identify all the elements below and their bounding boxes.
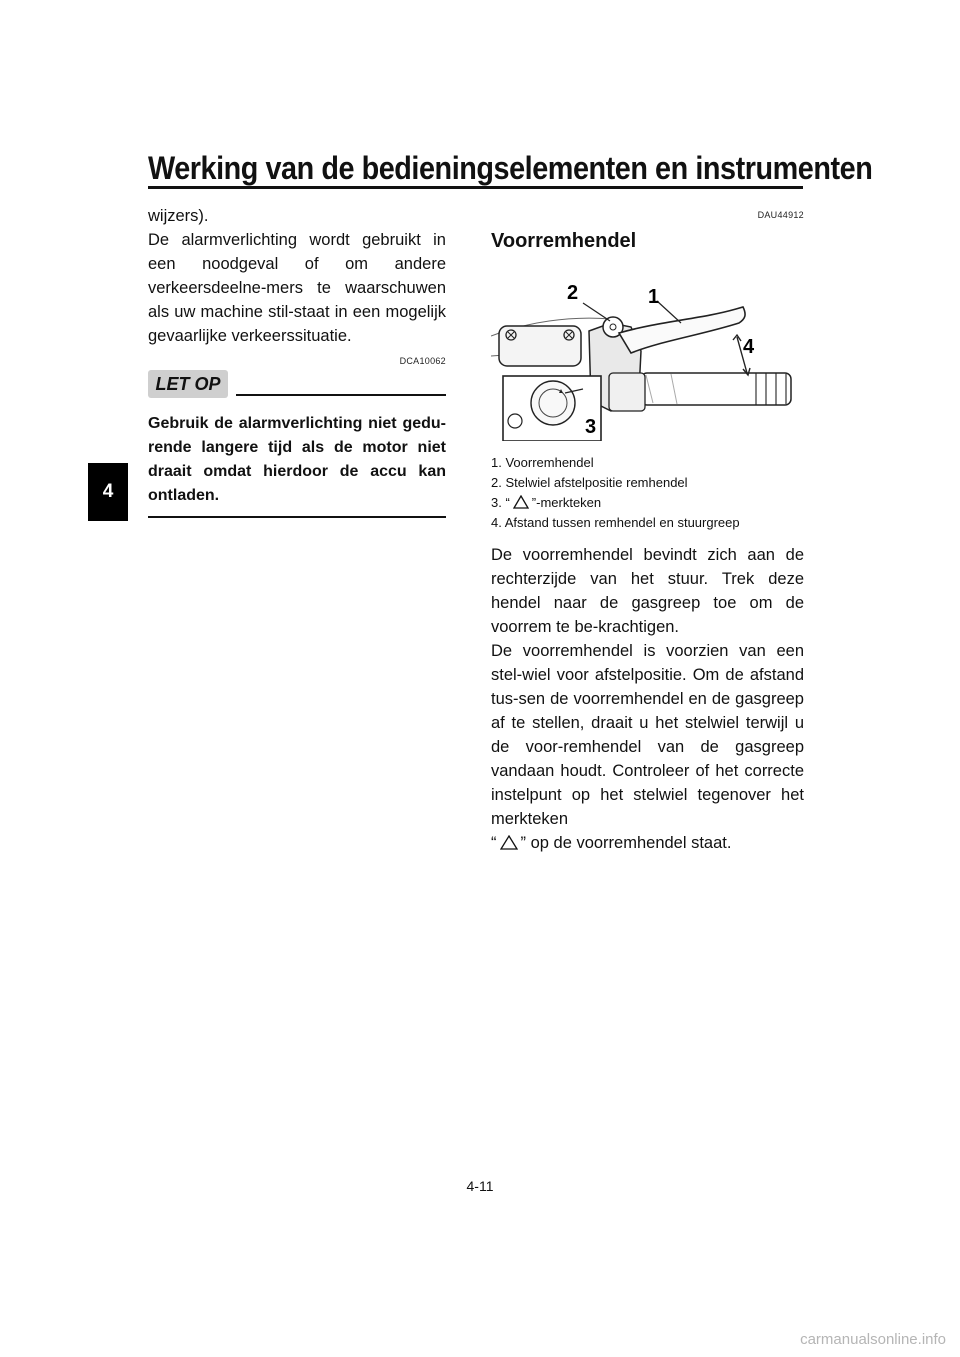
caption-3-suffix: ”-merkteken xyxy=(531,495,602,510)
left-column xyxy=(148,204,446,518)
caution-text: Gebruik de alarmverlichting niet gedu-rende langere tijd als de motor niet draait omdat hierdoor de accu kan ontladen. xyxy=(148,415,446,504)
triangle-mark-icon xyxy=(513,495,529,509)
page-number: 4-11 xyxy=(466,1178,494,1194)
caution-end-rule xyxy=(148,516,446,518)
brake-lever-illustration xyxy=(491,261,804,441)
watermark: carmanualsonline.info xyxy=(800,1331,946,1348)
caution-header xyxy=(148,370,446,404)
page-header-title: Werking van de bedieningselementen en instrumenten xyxy=(148,150,873,186)
section-title: Voorremhendel xyxy=(491,230,637,252)
para-end-suffix: ” op de voorremhendel staat. xyxy=(520,834,732,852)
callout-1: 1 xyxy=(648,286,660,308)
caption-2: 2. Stelwiel afstelpositie remhendel xyxy=(491,475,688,490)
paragraph-afstelling: De voorremhendel is voorzien van een stel-wiel voor afstelpositie. Om de afstand tus-sen de voorremhendel en de gasgreep af te stellen, draait u het stelwiel terwijl u de voor-remhendel van de gasgreep vandaan houdt. Controleer of het correcte instelpunt op het stelwiel tegenover het merkteken xyxy=(491,642,804,828)
triangle-mark-icon xyxy=(500,835,518,850)
caution-rule xyxy=(236,394,446,396)
paragraph-alarmverlichting: De alarmverlichting wordt gebruikt in een noodgeval of om andere verkeersdeelne-mers te waarschuwen als uw machine stil-staat in een mogelijk gevaarlijke verkeerssituatie. xyxy=(148,231,446,345)
paragraph-voorremhendel-locatie: De voorremhendel bevindt zich aan de rechterzijde van het stuur. Trek deze hendel naar de gasgreep toe om de voorrem te be-krachtigen. xyxy=(491,546,804,636)
paragraph-afstelling-end xyxy=(491,831,804,855)
paragraph-wijzers: wijzers). xyxy=(148,207,209,225)
callout-2: 2 xyxy=(567,282,579,304)
brake-lever-figure xyxy=(491,261,804,441)
caption-3-prefix: 3. “ xyxy=(491,495,510,510)
caption-1: 1. Voorremhendel xyxy=(491,455,594,470)
caution-code: DCA10062 xyxy=(399,356,446,366)
caution-badge: LET OP xyxy=(148,370,228,398)
callout-4: 4 xyxy=(743,336,755,358)
right-body xyxy=(491,543,804,855)
chapter-tab: 4 xyxy=(88,463,128,521)
section-code: DAU44912 xyxy=(757,210,804,220)
callout-3: 3 xyxy=(585,416,597,438)
caption-3 xyxy=(491,493,804,513)
para-end-prefix: “ xyxy=(491,834,497,852)
caption-4: 4. Afstand tussen remhendel en stuurgreep xyxy=(491,515,740,530)
figure-captions xyxy=(491,453,804,533)
header-rule xyxy=(148,186,803,189)
right-column xyxy=(491,210,804,855)
